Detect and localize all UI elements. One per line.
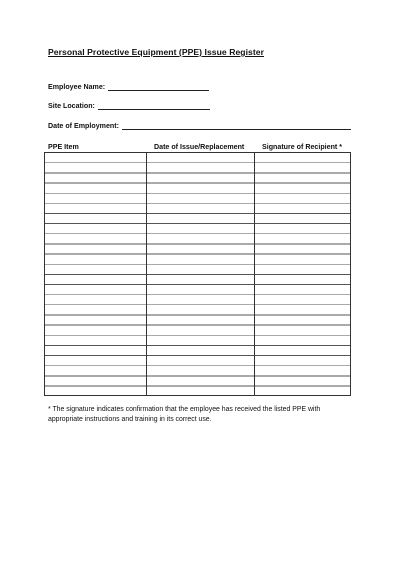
date-of-employment-blank-line[interactable] xyxy=(122,122,351,130)
date-of-employment-label: Date of Employment: xyxy=(48,122,119,130)
employee-name-label: Employee Name: xyxy=(48,83,106,91)
employee-name-field xyxy=(48,83,209,91)
date-of-employment-field xyxy=(48,122,351,130)
column-header-signature: Signature of Recipient * xyxy=(262,143,343,151)
register-table-grid[interactable] xyxy=(44,152,351,396)
column-divider xyxy=(254,153,255,395)
signature-footnote: * The signature indicates confirmation that the employee has received the listed PPE with appropriate instructions and training in its correct use. xyxy=(48,406,321,424)
column-header-date-of-issue: Date of Issue/Replacement xyxy=(154,143,245,151)
column-divider xyxy=(146,153,147,395)
site-location-blank-line[interactable] xyxy=(98,102,210,110)
site-location-field xyxy=(48,102,210,110)
column-header-ppe-item: PPE Item xyxy=(48,143,79,151)
document-title: Personal Protective Equipment (PPE) Issue Register xyxy=(48,47,264,57)
employee-name-blank-line[interactable] xyxy=(108,83,209,91)
site-location-label: Site Location: xyxy=(48,102,95,110)
